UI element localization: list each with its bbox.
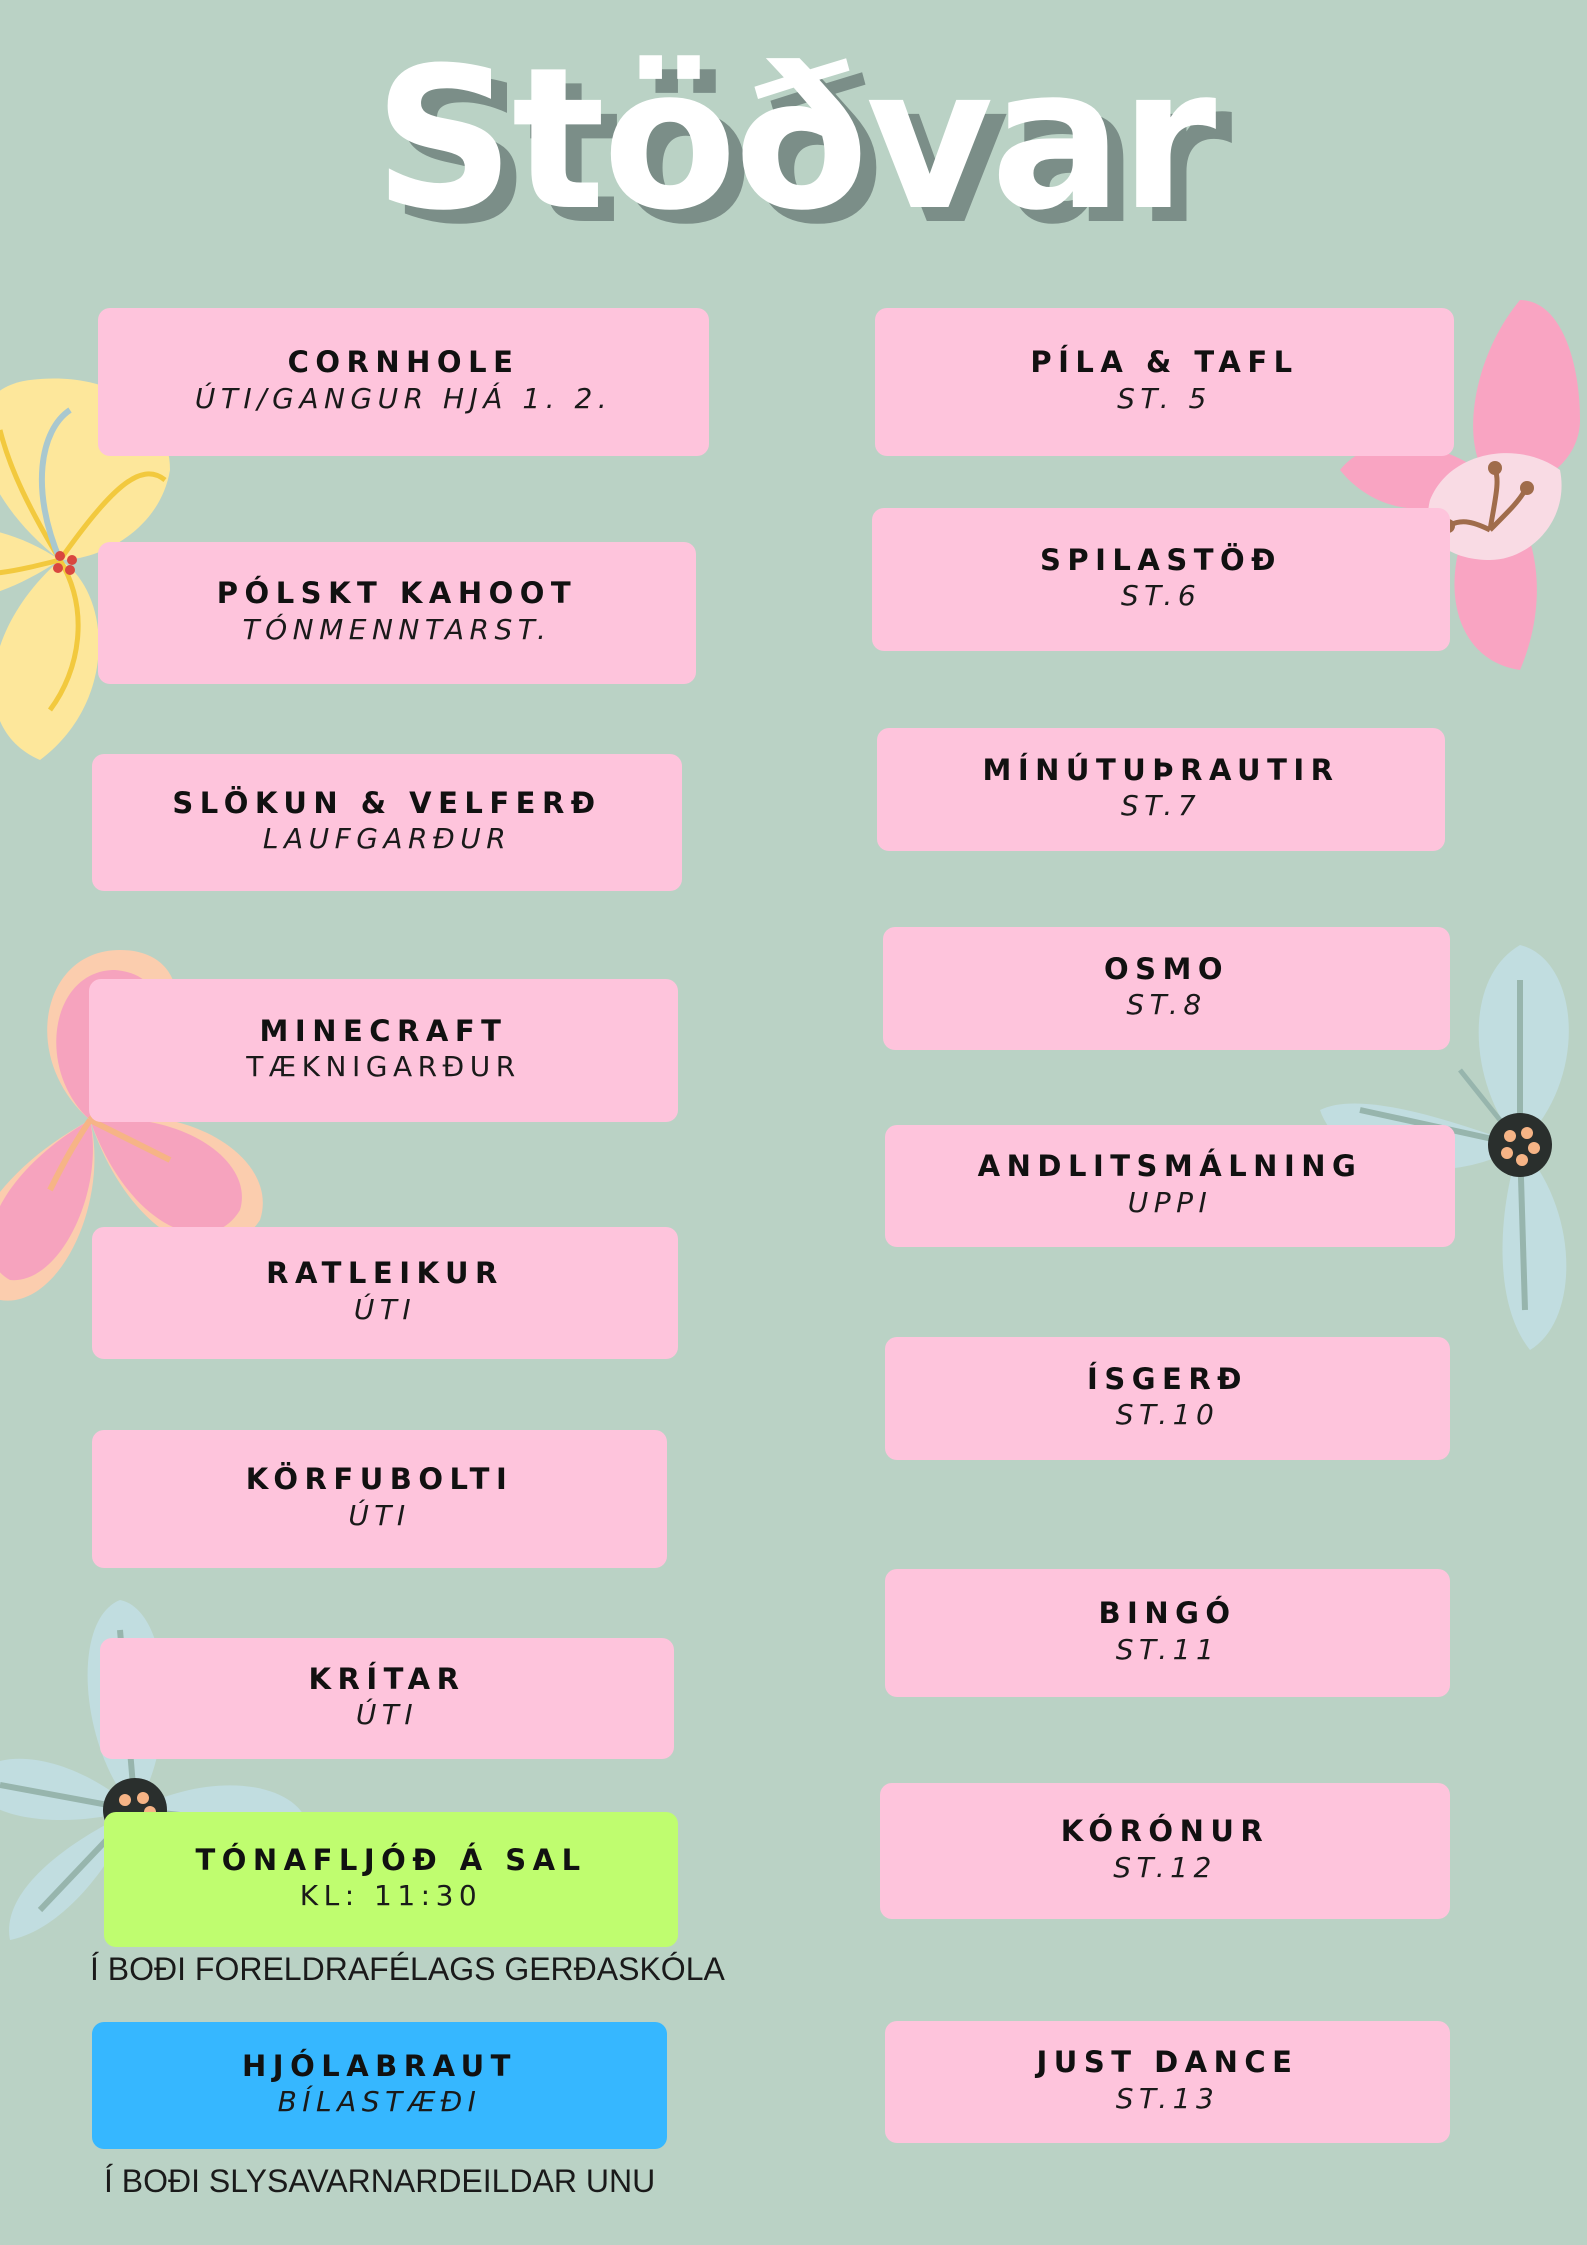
station-name: MINECRAFT	[259, 1013, 508, 1048]
station-location: ST.13	[1115, 2081, 1220, 2115]
station-name: ANDLITSMÁLNING	[977, 1149, 1363, 1184]
station-name: KÓRÓNUR	[1060, 1814, 1270, 1849]
station-card-slokun-velferd	[92, 754, 682, 891]
sponsor-note: Í BOÐI SLYSAVARNARDEILDAR UNU	[104, 2163, 656, 2199]
station-card-minecraft	[89, 979, 678, 1122]
station-location: LAUFGARÐUR	[262, 822, 512, 856]
station-card-pila-tafl	[875, 308, 1454, 456]
station-location: TÓNMENNTARST.	[242, 612, 552, 646]
station-card-kritar	[100, 1638, 674, 1759]
station-name: CORNHOLE	[287, 345, 520, 380]
station-name: SLÖKUN & VELFERÐ	[172, 785, 602, 820]
station-location: ST.7	[1120, 789, 1202, 823]
station-location: ST.8	[1126, 988, 1207, 1022]
station-card-spilastod	[872, 508, 1450, 651]
station-card-tonafljod	[104, 1812, 678, 1947]
station-location: UPPI	[1127, 1185, 1213, 1219]
station-time: KL: 11:30	[299, 1879, 483, 1913]
page-title: Stöðvar	[373, 26, 1214, 254]
station-name: KÖRFUBOLTI	[245, 1462, 514, 1497]
station-card-korfubolti	[92, 1430, 667, 1568]
station-location: TÆKNIGARÐUR	[246, 1050, 521, 1084]
station-name: TÓNAFLJÓÐ Á SAL	[195, 1842, 587, 1877]
station-card-cornhole	[98, 308, 709, 456]
station-location: ÚTI	[355, 1698, 419, 1732]
station-name: RATLEIKUR	[266, 1256, 504, 1291]
station-name: KRÍTAR	[308, 1661, 466, 1696]
station-name: OSMO	[1103, 951, 1230, 986]
station-name: ÍSGERÐ	[1087, 1361, 1248, 1396]
station-card-bingo	[885, 1569, 1450, 1697]
station-location: ÚTI/GANGUR HJÁ 1. 2.	[194, 381, 613, 415]
station-location: ST.12	[1113, 1850, 1217, 1884]
station-location: ST. 5	[1117, 381, 1212, 415]
station-name: MÍNÚTUÞRAUTIR	[982, 752, 1340, 787]
station-location: ST.11	[1115, 1632, 1220, 1666]
station-card-hjolabraut	[92, 2022, 667, 2149]
station-card-isgerd	[885, 1337, 1450, 1460]
station-name: BINGÓ	[1098, 1596, 1237, 1631]
station-card-just-dance	[885, 2021, 1450, 2143]
station-name: PÍLA & TAFL	[1030, 345, 1299, 380]
station-location: BÍLASTÆÐI	[277, 2085, 482, 2119]
station-card-ratleikur	[92, 1227, 678, 1359]
station-location: ST.6	[1120, 579, 1202, 613]
station-card-koronur	[880, 1783, 1450, 1919]
station-card-osmo	[883, 927, 1450, 1050]
station-name: HJÓLABRAUT	[242, 2048, 517, 2083]
station-location: ÚTI	[348, 1498, 411, 1532]
station-card-minututhrautir	[877, 728, 1445, 851]
sponsor-note: Í BOÐI FORELDRAFÉLAGS GERÐASKÓLA	[90, 1951, 725, 1987]
station-name: JUST DANCE	[1036, 2045, 1299, 2080]
station-card-polskt-kahoot	[98, 542, 696, 684]
station-location: ST.10	[1115, 1398, 1220, 1432]
station-name: PÓLSKT KAHOOT	[216, 576, 578, 611]
station-name: SPILASTÖÐ	[1040, 542, 1282, 577]
station-location: ÚTI	[353, 1292, 417, 1326]
station-card-andlitsmalning	[885, 1125, 1455, 1247]
